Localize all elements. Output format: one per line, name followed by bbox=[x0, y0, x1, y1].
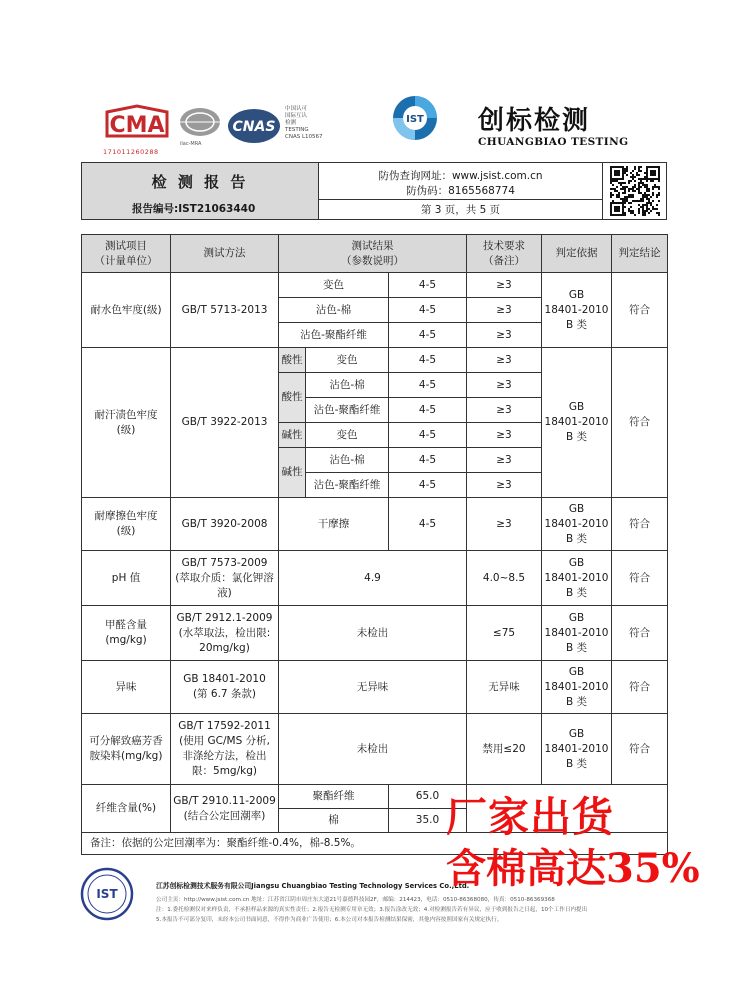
report-header bbox=[81, 162, 667, 220]
cnas-logo bbox=[226, 106, 282, 146]
ist-emblem bbox=[391, 94, 439, 142]
table-row bbox=[82, 551, 668, 606]
header-requirement: 技术要求 （备注） bbox=[467, 235, 542, 273]
ph-conclusion: 符合 bbox=[612, 551, 668, 606]
sweat-result: 4-5 bbox=[389, 448, 467, 473]
sweat-req: ≥3 bbox=[467, 398, 542, 423]
qr-code bbox=[610, 166, 660, 216]
fiber-param: 聚酯纤维 bbox=[279, 785, 389, 809]
amine-basis: GB 18401-2010 B 类 bbox=[542, 714, 612, 785]
cma-code: 171011260288 bbox=[103, 148, 159, 156]
rub-fastness-method: GB/T 3920-2008 bbox=[171, 498, 279, 551]
ilac-logo bbox=[176, 104, 224, 140]
fiber-value: 35.0 bbox=[389, 809, 467, 833]
acid-label: 酸性 bbox=[279, 348, 306, 373]
sweat-param: 沾色-棉 bbox=[306, 448, 389, 473]
fiber-item: 纤维含量(%) bbox=[82, 785, 171, 833]
water-result: 4-5 bbox=[389, 323, 467, 348]
brand-name: 创标检测 bbox=[478, 106, 591, 136]
water-result: 4-5 bbox=[389, 273, 467, 298]
header-test-result: 测试结果 （参数说明） bbox=[279, 235, 467, 273]
formaldehyde-item: 甲醛含量 (mg/kg) bbox=[82, 606, 171, 661]
water-fastness-item: 耐水色牢度(级) bbox=[82, 273, 171, 348]
header-test-method: 测试方法 bbox=[171, 235, 279, 273]
sweat-fastness-item: 耐汗渍色牢度 (级) bbox=[82, 348, 171, 498]
footer-contact: 公司主页：http://www.jsist.com.cn 地址：江苏省江阴市周庄东大道21号嘉德科技园2F，邮编：214423，电话：0510-86368080，传真：0510-86369368 bbox=[156, 897, 555, 903]
amine-method: GB/T 17592-2011 (使用 GC/MS 分析, 非涤纶方法，检出 限：5mg/kg) bbox=[171, 714, 279, 785]
sweat-param: 沾色-棉 bbox=[306, 373, 389, 398]
report-title: 检 测 报 告 bbox=[151, 173, 249, 191]
water-param: 沾色-聚酯纤维 bbox=[279, 323, 389, 348]
odor-req: 无异味 bbox=[467, 661, 542, 714]
water-param: 沾色-棉 bbox=[279, 298, 389, 323]
promo-factory-shipping: 厂家出货 bbox=[446, 793, 614, 841]
fiber-note: 备注：依据的公定回潮率为：聚酯纤维-0.4%，棉-8.5%。 bbox=[82, 833, 668, 855]
cma-logo bbox=[103, 102, 171, 150]
svg-text:CMA: CMA bbox=[109, 113, 165, 138]
page-number: 第 3 页，共 5 页 bbox=[319, 199, 602, 220]
amine-conclusion: 符合 bbox=[612, 714, 668, 785]
odor-item: 异味 bbox=[82, 661, 171, 714]
rub-conclusion: 符合 bbox=[612, 498, 668, 551]
ph-basis: GB 18401-2010 B 类 bbox=[542, 551, 612, 606]
water-fastness-method: GB/T 5713-2013 bbox=[171, 273, 279, 348]
promo-cotton-content: 含棉高达35% bbox=[446, 845, 700, 892]
table-header-row bbox=[82, 235, 668, 273]
sweat-basis: GB 18401-2010 B 类 bbox=[542, 348, 612, 498]
sweat-result: 4-5 bbox=[389, 473, 467, 498]
header-conclusion: 判定结论 bbox=[612, 235, 668, 273]
water-req: ≥3 bbox=[467, 298, 542, 323]
odor-result: 无异味 bbox=[279, 661, 467, 714]
fiber-param: 棉 bbox=[279, 809, 389, 833]
sweat-param: 沾色-聚酯纤维 bbox=[306, 398, 389, 423]
table-row bbox=[82, 498, 668, 551]
svg-text:CNAS: CNAS bbox=[232, 119, 276, 135]
brand-english-name: CHUANGBIAO TESTING bbox=[478, 136, 629, 148]
rub-result: 4-5 bbox=[389, 498, 467, 551]
ph-item: pH 值 bbox=[82, 551, 171, 606]
sweat-result: 4-5 bbox=[389, 423, 467, 448]
header-test-item: 测试项目 （计量单位） bbox=[82, 235, 171, 273]
alkali-label: 碱性 bbox=[279, 448, 306, 498]
fiber-method: GB/T 2910.11-2009 (结合公定回潮率) bbox=[171, 785, 279, 833]
rub-fastness-item: 耐摩擦色牢度 (级) bbox=[82, 498, 171, 551]
alkali-label: 碱性 bbox=[279, 423, 306, 448]
acid-label: 酸性 bbox=[279, 373, 306, 423]
sweat-result: 4-5 bbox=[389, 348, 467, 373]
sweat-param: 沾色-聚酯纤维 bbox=[306, 473, 389, 498]
water-param: 变色 bbox=[279, 273, 389, 298]
sweat-req: ≥3 bbox=[467, 473, 542, 498]
amine-item: 可分解致癌芳香 胺染料(mg/kg) bbox=[82, 714, 171, 785]
odor-basis: GB 18401-2010 B 类 bbox=[542, 661, 612, 714]
sweat-req: ≥3 bbox=[467, 348, 542, 373]
table-row bbox=[82, 606, 668, 661]
ph-result: 4.9 bbox=[279, 551, 467, 606]
sweat-result: 4-5 bbox=[389, 373, 467, 398]
sweat-result: 4-5 bbox=[389, 398, 467, 423]
odor-conclusion: 符合 bbox=[612, 661, 668, 714]
amine-req: 禁用≤20 bbox=[467, 714, 542, 785]
rub-basis: GB 18401-2010 B 类 bbox=[542, 498, 612, 551]
report-title-cell bbox=[82, 163, 319, 219]
water-conclusion: 符合 bbox=[612, 273, 668, 348]
table-row bbox=[82, 348, 668, 373]
water-result: 4-5 bbox=[389, 298, 467, 323]
water-basis: GB 18401-2010 B 类 bbox=[542, 273, 612, 348]
table-row bbox=[82, 714, 668, 785]
cnas-info: 中国认可 国际互认 检测 TESTING CNAS L10567 bbox=[285, 106, 323, 140]
footer-note-1: 注：1.委托检测仅对来样负责，不承担样品来源的真实性责任；2.报告无检测专用章无效；3.报告涂改无效；4.对检测报告若有异议，应于收到报告之日起，10个工作日内提出 bbox=[156, 907, 588, 913]
odor-method: GB 18401-2010 (第 6.7 条款) bbox=[171, 661, 279, 714]
svg-text:IST: IST bbox=[96, 887, 118, 901]
verify-cell bbox=[319, 163, 603, 219]
amine-result: 未检出 bbox=[279, 714, 467, 785]
ph-method: GB/T 7573-2009 (萃取介质：氯化钾溶 液) bbox=[171, 551, 279, 606]
formaldehyde-conclusion: 符合 bbox=[612, 606, 668, 661]
sweat-req: ≥3 bbox=[467, 373, 542, 398]
sweat-param: 变色 bbox=[306, 348, 389, 373]
fiber-value: 65.0 bbox=[389, 785, 467, 809]
water-req: ≥3 bbox=[467, 273, 542, 298]
formaldehyde-basis: GB 18401-2010 B 类 bbox=[542, 606, 612, 661]
table-row bbox=[82, 273, 668, 298]
verify-code: 防伪码：8165568774 bbox=[406, 185, 515, 197]
formaldehyde-req: ≤75 bbox=[467, 606, 542, 661]
header-basis: 判定依据 bbox=[542, 235, 612, 273]
footer-note-2: 5.本报告不可部分复印，未经本公司书面同意，不得作为商业广告使用；6.本公司对本报告检测结果保密，其他内容按照国家有关规定执行。 bbox=[156, 917, 503, 923]
ist-seal bbox=[80, 867, 134, 921]
table-row bbox=[82, 661, 668, 714]
test-results-table bbox=[81, 234, 668, 855]
report-number: 报告编号:IST21063440 bbox=[132, 203, 256, 215]
verify-site: 防伪查询网址：www.jsist.com.cn bbox=[378, 170, 543, 182]
sweat-param: 变色 bbox=[306, 423, 389, 448]
sweat-req: ≥3 bbox=[467, 448, 542, 473]
ilac-label: ilac-MRA bbox=[180, 141, 202, 147]
sweat-conclusion: 符合 bbox=[612, 348, 668, 498]
water-req: ≥3 bbox=[467, 323, 542, 348]
sweat-fastness-method: GB/T 3922-2013 bbox=[171, 348, 279, 498]
rub-param: 干摩擦 bbox=[279, 498, 389, 551]
formaldehyde-method: GB/T 2912.1-2009 (水萃取法，检出限: 20mg/kg) bbox=[171, 606, 279, 661]
svg-text:IST: IST bbox=[406, 114, 424, 125]
formaldehyde-result: 未检出 bbox=[279, 606, 467, 661]
rub-req: ≥3 bbox=[467, 498, 542, 551]
footer-company: 江苏创标检测技术服务有限公司Jiangsu Chuangbiao Testing Technology Services Co.,Ltd. bbox=[156, 882, 470, 890]
ph-req: 4.0~8.5 bbox=[467, 551, 542, 606]
sweat-req: ≥3 bbox=[467, 423, 542, 448]
